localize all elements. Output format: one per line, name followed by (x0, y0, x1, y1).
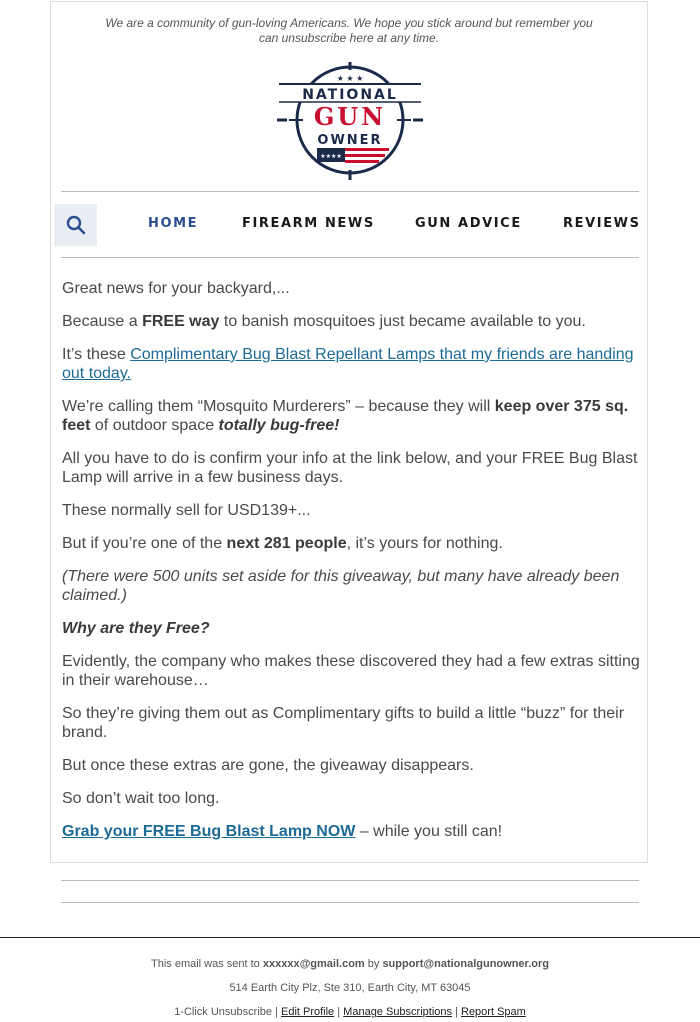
search-icon (66, 215, 86, 235)
intro-text (51, 16, 647, 46)
paragraph-why-free: Why are they Free? (62, 620, 210, 637)
footer-rule (0, 937, 700, 938)
footer-divider-1 (61, 880, 639, 881)
nav-firearm-news[interactable]: FIREARM NEWS (242, 216, 375, 231)
email-body (62, 279, 640, 855)
footer (0, 954, 700, 1022)
paragraph-greeting: Great news for your backyard,... (62, 280, 290, 297)
cta-link[interactable]: Grab your FREE Bug Blast Lamp NOW (62, 823, 356, 840)
paragraph-dont-wait: So don’t wait too long. (62, 790, 220, 807)
search-button[interactable] (54, 204, 97, 246)
sender-email: support@nationalgunowner.org (382, 958, 549, 970)
svg-text:★★★★: ★★★★ (320, 153, 342, 160)
logo-middle-text: GUN (313, 102, 387, 131)
lamps-link[interactable]: Complimentary Bug Blast Repellant Lamps that my friends are handing out today. (62, 346, 634, 382)
logo-top-text: NATIONAL (302, 87, 398, 103)
report-spam-link[interactable]: Report Spam (461, 1006, 526, 1018)
logo-bottom-text: OWNER (317, 133, 383, 148)
paragraph-free-way: Because a FREE way to banish mosquitoes just became available to you. (62, 313, 586, 330)
email-card (50, 1, 648, 863)
intro-line-2: can unsubscribe here at any time. (258, 31, 440, 45)
paragraph-confirm: All you have to do is confirm your info at the link below, and your FREE Bug Blast Lamp will arrive in a few business days. (62, 450, 638, 486)
nav-home[interactable]: HOME (148, 216, 199, 231)
nav-gun-advice[interactable]: GUN ADVICE (415, 216, 522, 231)
unsubscribe-text: 1-Click Unsubscribe (174, 1006, 272, 1018)
manage-subscriptions-link[interactable]: Manage Subscriptions (343, 1006, 453, 1018)
paragraph-cta: Grab your FREE Bug Blast Lamp NOW – while you still can! (62, 823, 503, 840)
paragraph-disappears: But once these extras are gone, the giveaway disappears. (62, 757, 474, 774)
edit-profile-link[interactable]: Edit Profile (280, 1006, 335, 1018)
nav-divider (61, 257, 639, 258)
paragraph-buzz: So they’re giving them out as Complimentary gifts to build a little “buzz” for their brand. (62, 705, 625, 741)
recipient-email: xxxxxx@gmail.com (262, 958, 365, 970)
svg-text:★ ★ ★: ★ ★ ★ (336, 74, 364, 83)
paragraph-warehouse: Evidently, the company who makes these discovered they had a few extras sitting in their warehouse… (62, 653, 640, 689)
footer-address: 514 Earth City Plz, Ste 310, Earth City, MT 63045 (229, 982, 471, 994)
footer-links: 1-Click Unsubscribe | Edit Profile | Manage Subscriptions | Report Spam (174, 1006, 526, 1018)
national-gun-owner-logo[interactable] (277, 62, 423, 180)
paragraph-units: (There were 500 units set aside for this giveaway, but many have already been claimed.) (62, 568, 620, 604)
paragraph-next-people: But if you’re one of the next 281 people, it’s yours for nothing. (62, 535, 503, 552)
paragraph-price: These normally sell for USD139+... (62, 502, 311, 519)
header-divider (61, 191, 639, 192)
footer-divider-2 (61, 902, 639, 903)
intro-line-1: We are a community of gun-loving Americans. We hope you stick around but remember you (105, 16, 593, 30)
paragraph-mosquito-murderers: We’re calling them “Mosquito Murderers” – because they will keep over 375 sq. feet of outdoor space totally bug-free! (62, 398, 629, 434)
nav-reviews[interactable]: REVIEWS (563, 216, 641, 231)
footer-sent-line: This email was sent to xxxxxx@gmail.com by support@nationalgunowner.org (150, 958, 549, 970)
paragraph-lamps: It’s these Complimentary Bug Blast Repellant Lamps that my friends are handing out today. (62, 346, 634, 382)
